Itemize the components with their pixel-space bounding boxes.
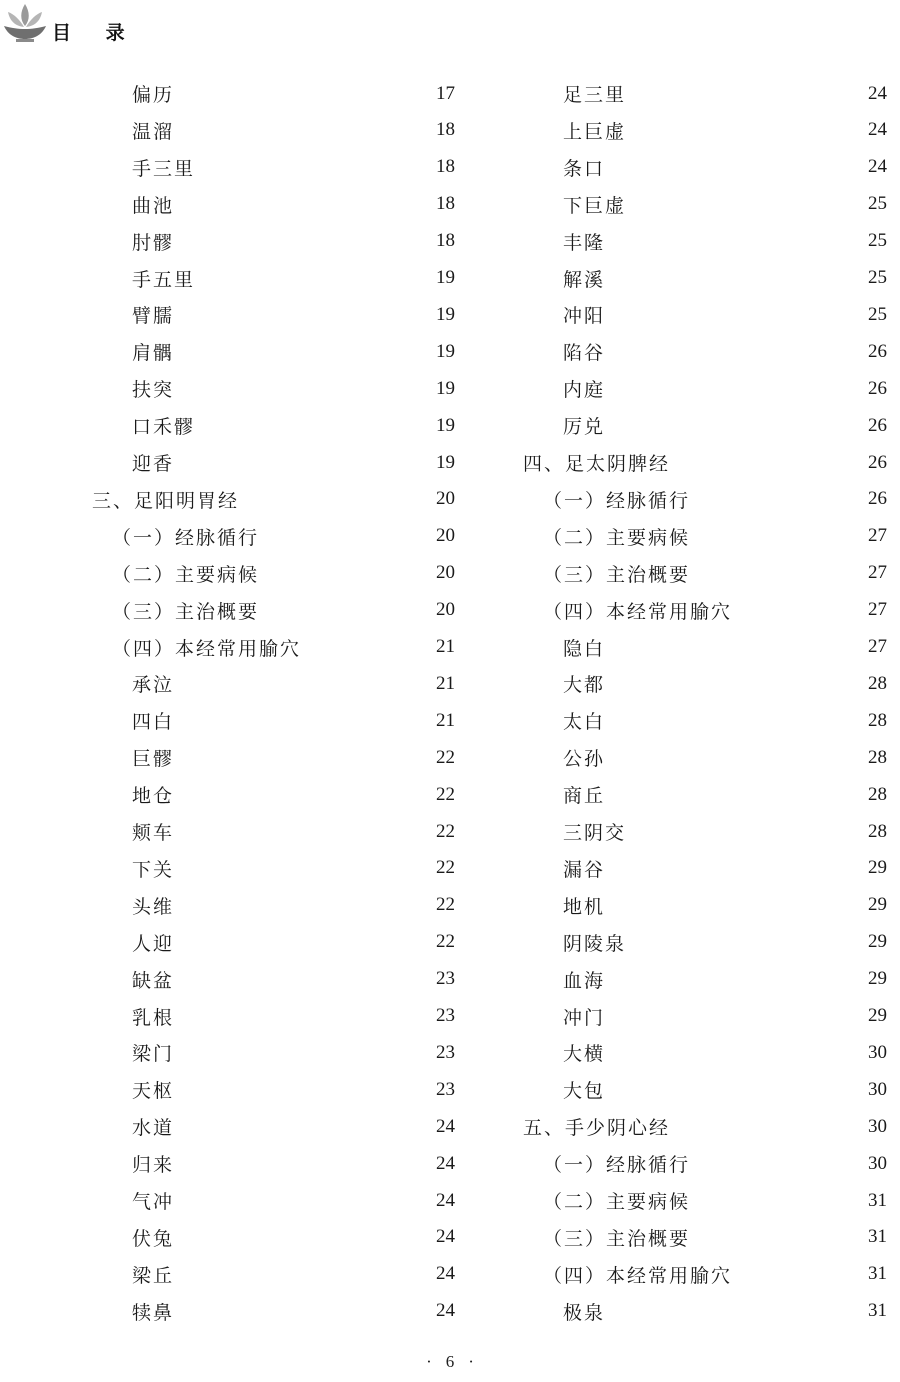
toc-entry-page: 19 (436, 377, 455, 399)
toc-entry[interactable] (132, 998, 455, 1035)
dot-leader (180, 89, 407, 99)
dot-leader (180, 1159, 407, 1169)
toc-entry[interactable] (132, 739, 455, 776)
dot-leader (611, 347, 839, 357)
toc-entry-page: 27 (868, 525, 887, 547)
toc-entry-page: 26 (868, 414, 887, 436)
toc-entry[interactable] (563, 296, 887, 333)
dot-leader (180, 384, 407, 394)
toc-entry-label: 大横 (563, 1043, 606, 1066)
toc-entry-label: 条口 (563, 157, 606, 180)
toc-entry-page: 29 (868, 968, 887, 990)
dot-leader (265, 531, 407, 541)
dot-leader (180, 347, 407, 357)
dot-leader (696, 568, 839, 578)
toc-entry[interactable] (563, 998, 887, 1035)
toc-entry-label: 大包 (563, 1080, 606, 1103)
toc-entry-page: 28 (868, 783, 887, 805)
toc-entry[interactable] (543, 1182, 887, 1219)
dot-leader (180, 1306, 407, 1316)
toc-entry[interactable] (112, 592, 455, 629)
toc-entry[interactable] (132, 776, 455, 813)
toc-entry-label: 梁门 (132, 1043, 175, 1066)
toc-entry-page: 18 (436, 119, 455, 141)
toc-entry-page: 27 (868, 636, 887, 657)
toc-entry-page: 27 (868, 562, 887, 584)
dot-leader (611, 790, 839, 800)
dot-leader (180, 827, 407, 837)
toc-entry[interactable] (543, 1219, 887, 1256)
toc-entry[interactable] (132, 223, 455, 260)
dot-leader (611, 1011, 839, 1021)
toc-entry[interactable] (132, 333, 455, 370)
toc-entry-page: 27 (868, 599, 887, 621)
page-title: 目 录 (52, 22, 139, 44)
toc-entry-page: 24 (436, 1300, 455, 1322)
dot-leader (738, 605, 839, 615)
dot-leader (611, 162, 839, 172)
toc-entry-label: （一）经脉循行 (112, 526, 260, 549)
toc-entry[interactable] (132, 1182, 455, 1219)
dot-leader (611, 310, 839, 320)
toc-entry-label: 大都 (563, 674, 606, 697)
toc-entry[interactable] (112, 518, 455, 555)
dot-leader (180, 863, 407, 873)
toc-entry-label: 丰隆 (563, 231, 606, 254)
toc-entry-page: 28 (868, 709, 887, 731)
toc-entry-page: 24 (436, 1263, 455, 1285)
toc-entry[interactable] (563, 665, 887, 702)
toc-entry-label: 厉兑 (563, 416, 606, 439)
toc-entry-label: 商丘 (563, 785, 606, 808)
dot-leader (180, 974, 407, 984)
toc-entry[interactable] (563, 776, 887, 813)
toc-entry-page: 28 (868, 672, 887, 694)
toc-entry[interactable] (132, 444, 455, 481)
toc-entry-label: 下关 (132, 858, 175, 881)
toc-entry-page: 30 (868, 1078, 887, 1100)
toc-entry-page: 22 (436, 931, 455, 953)
toc-entry[interactable] (132, 260, 455, 297)
toc-entry[interactable] (132, 296, 455, 333)
dot-leader (632, 89, 839, 99)
dot-leader (180, 716, 407, 726)
dot-leader (632, 125, 839, 135)
page-footer (0, 1352, 900, 1372)
toc-entry-page: 30 (868, 1152, 887, 1174)
dot-leader (180, 1196, 407, 1206)
toc-entry-label: 下巨虚 (563, 194, 627, 217)
dot-leader (611, 679, 839, 689)
dot-leader (676, 458, 839, 468)
toc-entry-label: （三）主治概要 (543, 563, 691, 586)
toc-entry[interactable] (563, 223, 887, 260)
dot-leader (180, 310, 407, 320)
dot-leader (632, 199, 839, 209)
toc-entry[interactable] (112, 629, 455, 666)
toc-entry-page: 19 (436, 303, 455, 325)
toc-entry[interactable] (132, 1256, 455, 1293)
toc-entry[interactable] (132, 1034, 455, 1071)
toc-entry-label: 臂臑 (132, 305, 175, 328)
toc-entry-label: 天枢 (132, 1080, 175, 1103)
toc-entry[interactable] (132, 702, 455, 739)
toc-entry-label: 犊鼻 (132, 1301, 175, 1324)
toc-entry-page: 29 (868, 1005, 887, 1026)
toc-entry-page: 28 (868, 746, 887, 768)
toc-entry-page: 24 (436, 1226, 455, 1248)
toc-entry-label: 解溪 (563, 268, 606, 291)
toc-entry[interactable] (132, 370, 455, 407)
toc-entry[interactable] (132, 1145, 455, 1182)
toc-entry-label: 伏兔 (132, 1227, 175, 1250)
toc-entry[interactable] (563, 370, 887, 407)
toc-entry-page: 22 (436, 820, 455, 842)
toc-entry[interactable] (563, 112, 887, 149)
dot-leader (611, 384, 839, 394)
dot-leader (611, 236, 839, 246)
toc-entry-label: 气冲 (132, 1191, 175, 1213)
toc-entry-label: 颊车 (132, 822, 175, 844)
toc-entry-page: 29 (868, 894, 887, 916)
dot-leader (696, 1232, 839, 1242)
lotus-icon (2, 2, 48, 44)
dot-leader (180, 125, 407, 135)
toc-entry-page: 17 (436, 82, 455, 104)
toc-entry-label: 三、足阳明胃经 (92, 489, 240, 512)
toc-entry-label: 手三里 (132, 157, 196, 180)
toc-entry-page: 26 (868, 488, 887, 510)
toc-entry[interactable] (92, 481, 455, 518)
page-number: 6 (445, 1352, 455, 1371)
toc-entry[interactable] (132, 813, 455, 850)
toc-entry-page: 31 (868, 1300, 887, 1322)
toc-entry[interactable] (543, 518, 887, 555)
toc-entry[interactable] (563, 186, 887, 223)
toc-entry-page: 22 (436, 746, 455, 768)
toc-entry-label: 温溜 (132, 120, 175, 143)
toc-entry[interactable] (563, 961, 887, 998)
toc-entry[interactable] (132, 1108, 455, 1145)
toc-entry[interactable] (523, 1108, 887, 1145)
toc-entry[interactable] (132, 961, 455, 998)
dot-leader (611, 716, 839, 726)
toc-entry-page: 18 (436, 156, 455, 178)
footer-bullet-right: · (468, 1352, 474, 1371)
toc-entry-label: 内庭 (563, 379, 606, 402)
toc-entry-label: 梁丘 (132, 1264, 175, 1287)
toc-entry-page: 24 (868, 156, 887, 178)
toc-entry[interactable] (543, 481, 887, 518)
dot-leader (180, 790, 407, 800)
toc-entry-page: 19 (436, 414, 455, 436)
toc-entry[interactable] (543, 555, 887, 592)
toc-entry-page: 20 (436, 599, 455, 621)
dot-leader (307, 642, 407, 652)
dot-leader (611, 273, 839, 283)
toc-entry-label: 血海 (563, 969, 606, 992)
toc-entry-page: 22 (436, 894, 455, 916)
toc-entry[interactable] (563, 739, 887, 776)
page-header (0, 0, 900, 60)
toc-entry[interactable] (563, 887, 887, 924)
toc-entry[interactable] (543, 1145, 887, 1182)
toc-entry[interactable] (132, 186, 455, 223)
toc-entry-page: 31 (868, 1189, 887, 1211)
toc-entry-page: 31 (868, 1226, 887, 1248)
toc-entry-page: 26 (868, 451, 887, 473)
toc-entry-label: （一）经脉循行 (543, 1154, 691, 1177)
dot-leader (180, 1122, 407, 1132)
toc-entry-page: 23 (436, 1005, 455, 1026)
toc-entry-page: 23 (436, 1041, 455, 1063)
dot-leader (180, 1269, 407, 1279)
toc-entry-label: 手五里 (132, 268, 196, 291)
toc-entry[interactable] (563, 813, 887, 850)
dot-leader (611, 863, 839, 873)
dot-leader (201, 273, 407, 283)
toc-entry-label: （一）经脉循行 (543, 489, 691, 512)
toc-entry-label: 偏历 (132, 84, 175, 106)
dot-leader (611, 421, 839, 431)
toc-entry-page: 19 (436, 451, 455, 473)
toc-entry-label: 乳根 (132, 1006, 175, 1029)
toc-entry-label: 地机 (563, 895, 606, 918)
dot-leader (180, 937, 407, 947)
dot-leader (180, 1085, 407, 1095)
toc-entry-page: 25 (868, 230, 887, 252)
dot-leader (180, 458, 407, 468)
toc-entry[interactable] (563, 407, 887, 444)
dot-leader (611, 1048, 839, 1058)
toc-entry-label: 四白 (132, 711, 175, 734)
toc-entry-page: 29 (868, 931, 887, 953)
toc-entry-page: 19 (436, 340, 455, 362)
toc-entry-page: 25 (868, 267, 887, 288)
toc-entry-page: 23 (436, 1078, 455, 1100)
toc-entry-page: 24 (868, 119, 887, 141)
toc-entry-label: 阴陵泉 (563, 932, 627, 955)
toc-entry-page: 18 (436, 193, 455, 215)
toc-entry-label: 扶突 (132, 379, 175, 402)
toc-entry-label: 上巨虚 (563, 120, 627, 143)
dot-leader (696, 494, 839, 504)
toc-entry-label: 肘髎 (132, 231, 175, 254)
dot-leader (632, 827, 839, 837)
toc-entry-label: 四、足太阴脾经 (523, 453, 671, 475)
toc-entry[interactable] (132, 407, 455, 444)
toc-entry-label: 口禾髎 (132, 416, 196, 439)
toc-entry-label: 陷谷 (563, 342, 606, 365)
toc-entry-page: 30 (868, 1041, 887, 1063)
dot-leader (611, 642, 839, 652)
toc-entry[interactable] (543, 592, 887, 629)
toc-entry-label: 漏谷 (563, 858, 606, 881)
toc-entry[interactable] (563, 850, 887, 887)
toc-entry-page: 21 (436, 709, 455, 731)
toc-entry-label: （二）主要病候 (543, 526, 691, 549)
toc-entry-label: 迎香 (132, 453, 175, 475)
footer-bullet-left: · (426, 1352, 432, 1371)
dot-leader (611, 974, 839, 984)
toc-entry-label: （四）本经常用腧穴 (543, 600, 733, 623)
dot-leader (265, 568, 407, 578)
dot-leader (676, 1122, 839, 1132)
toc-entry-page: 22 (436, 857, 455, 879)
toc-entry[interactable] (563, 702, 887, 739)
dot-leader (696, 1159, 839, 1169)
dot-leader (180, 1011, 407, 1021)
toc-entry-label: （三）主治概要 (543, 1227, 691, 1250)
toc-entry-label: （三）主治概要 (112, 600, 260, 623)
dot-leader (180, 1232, 407, 1242)
toc-entry[interactable] (132, 1219, 455, 1256)
toc-entry-label: 五、手少阴心经 (523, 1117, 671, 1140)
dot-leader (180, 199, 407, 209)
toc-entry[interactable] (563, 260, 887, 297)
toc-entry-page: 18 (436, 230, 455, 252)
toc-entry[interactable] (112, 555, 455, 592)
toc-entry-label: 极泉 (563, 1301, 606, 1324)
dot-leader (611, 753, 839, 763)
toc-entry-label: 地仓 (132, 785, 175, 808)
toc-entry-label: （二）主要病候 (112, 563, 260, 586)
dot-leader (180, 236, 407, 246)
toc-entry-page: 24 (436, 1189, 455, 1211)
toc-entry[interactable] (132, 665, 455, 702)
toc-entry-page: 23 (436, 968, 455, 990)
toc-entry-label: 隐白 (563, 637, 606, 660)
toc-entry-label: 冲阳 (563, 305, 606, 328)
dot-leader (611, 1306, 839, 1316)
toc-entry-page: 24 (436, 1152, 455, 1174)
toc-entry-page: 24 (436, 1115, 455, 1137)
toc-entry[interactable] (132, 1071, 455, 1108)
dot-leader (180, 1048, 407, 1058)
toc-entry[interactable] (132, 887, 455, 924)
toc-entry-label: 巨髎 (132, 748, 175, 771)
toc-entry-page: 28 (868, 820, 887, 842)
toc-entry-page: 20 (436, 525, 455, 547)
toc-entry-label: 肩髃 (132, 342, 175, 365)
toc-entry[interactable] (563, 1034, 887, 1071)
dot-leader (180, 900, 407, 910)
toc-entry-page: 29 (868, 857, 887, 879)
toc-entry-label: 冲门 (563, 1006, 606, 1029)
toc-entry-label: 缺盆 (132, 969, 175, 992)
dot-leader (738, 1269, 839, 1279)
toc-entry-page: 21 (436, 672, 455, 694)
dot-leader (245, 494, 407, 504)
toc-entry[interactable] (563, 75, 887, 112)
toc-entry-label: 人迎 (132, 932, 175, 955)
dot-leader (180, 679, 407, 689)
toc-entry-page: 24 (868, 82, 887, 104)
toc-entry-page: 25 (868, 303, 887, 325)
dot-leader (180, 753, 407, 763)
toc-entry[interactable] (563, 1071, 887, 1108)
toc-entry-page: 31 (868, 1263, 887, 1285)
toc-entry-label: 足三里 (563, 84, 627, 106)
dot-leader (611, 1085, 839, 1095)
dot-leader (696, 531, 839, 541)
toc-entry-page: 25 (868, 193, 887, 215)
toc-entry-page: 19 (436, 267, 455, 288)
dot-leader (611, 900, 839, 910)
toc-entry[interactable] (132, 850, 455, 887)
toc-entry[interactable] (563, 629, 887, 666)
toc-entry[interactable] (132, 924, 455, 961)
dot-leader (696, 1196, 839, 1206)
toc-entry[interactable] (563, 149, 887, 186)
toc-entry[interactable] (543, 1256, 887, 1293)
toc-entry-label: 归来 (132, 1154, 175, 1177)
toc-entry-label: 太白 (563, 711, 606, 734)
dot-leader (201, 162, 407, 172)
toc-entry-page: 20 (436, 488, 455, 510)
toc-entry[interactable] (132, 1293, 455, 1330)
toc-entry[interactable] (523, 444, 887, 481)
dot-leader (201, 421, 407, 431)
toc-entry-label: （二）主要病候 (543, 1191, 691, 1213)
toc-entry-label: （四）本经常用腧穴 (112, 637, 302, 660)
toc-entry-page: 30 (868, 1115, 887, 1137)
dot-leader (265, 605, 407, 615)
toc-entry-label: 公孙 (563, 748, 606, 771)
toc-entry-label: 水道 (132, 1117, 175, 1140)
toc-entry[interactable] (563, 1293, 887, 1330)
toc-entry-page: 21 (436, 636, 455, 657)
toc-entry[interactable] (132, 112, 455, 149)
toc-entry[interactable] (563, 333, 887, 370)
toc-entry-label: 三阴交 (563, 822, 627, 844)
toc-entry-page: 26 (868, 340, 887, 362)
toc-entry-page: 20 (436, 562, 455, 584)
toc-entry-label: 头维 (132, 895, 175, 918)
toc-entry-label: 承泣 (132, 674, 175, 697)
dot-leader (632, 937, 839, 947)
toc-entry[interactable] (132, 149, 455, 186)
toc-entry-label: 曲池 (132, 194, 175, 217)
toc-entry[interactable] (563, 924, 887, 961)
toc-entry[interactable] (132, 75, 455, 112)
toc-entry-label: （四）本经常用腧穴 (543, 1264, 733, 1287)
toc-entry-page: 22 (436, 783, 455, 805)
toc-entry-page: 26 (868, 377, 887, 399)
